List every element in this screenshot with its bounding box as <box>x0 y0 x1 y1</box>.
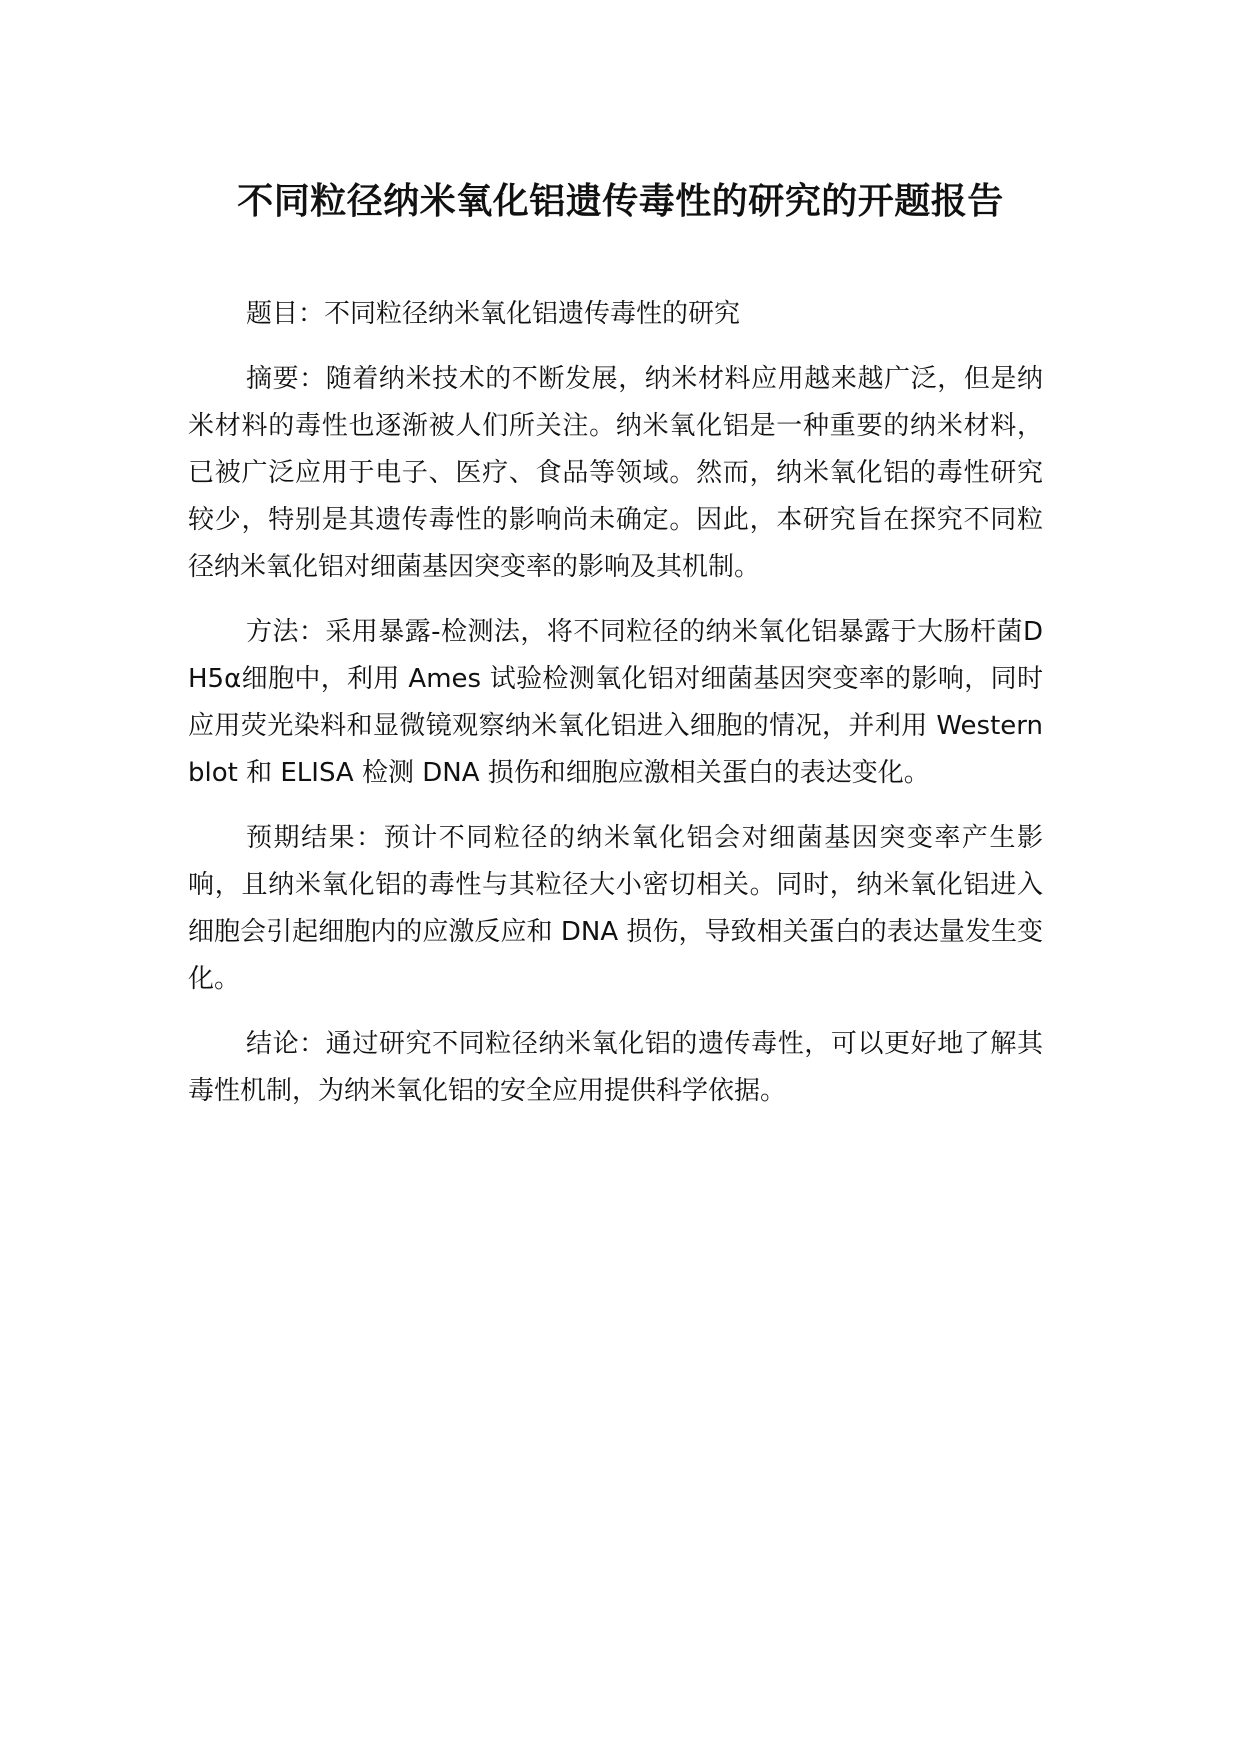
paragraph-label: 摘要： <box>246 364 326 394</box>
paragraph-abstract <box>188 356 1043 591</box>
paragraph-topic <box>188 291 1043 338</box>
paragraph-text: 预计不同粒径的纳米氧化铝会对细菌基因突变率产生影响，且纳米氧化铝的毒性与其粒径大小密切相关。同时，纳米氧化铝进入细胞会引起细胞内的应激反应和 DNA 损伤，导致相关蛋白的表达量发生变化。 <box>188 823 1043 994</box>
paragraph-methods <box>188 609 1043 797</box>
paragraph-text: 采用暴露-检测法，将不同粒径的纳米氧化铝暴露于大肠杆菌DH5α细胞中，利用 Ames 试验检测氧化铝对细菌基因突变率的影响，同时应用荧光染料和显微镜观察纳米氧化铝进入细胞的情况，并利用 Western blot 和 ELISA 检测 DNA 损伤和细胞应激相关蛋白的表达变化。 <box>188 617 1043 788</box>
paragraph-expected-results <box>188 815 1043 1003</box>
document-body <box>188 291 1043 1133</box>
document-title: 不同粒径纳米氧化铝遗传毒性的研究的开题报告 <box>237 181 1004 222</box>
paragraph-label: 方法： <box>246 617 326 647</box>
paragraph-label: 预期结果： <box>246 823 384 853</box>
paragraph-text: 不同粒径纳米氧化铝遗传毒性的研究 <box>324 299 741 329</box>
paragraph-label: 结论： <box>246 1029 326 1059</box>
paragraph-label: 题目： <box>246 299 325 329</box>
paragraph-conclusion <box>188 1021 1043 1115</box>
paragraph-text: 通过研究不同粒径纳米氧化铝的遗传毒性，可以更好地了解其毒性机制，为纳米氧化铝的安全应用提供科学依据。 <box>188 1029 1043 1106</box>
paragraph-text: 随着纳米技术的不断发展，纳米材料应用越来越广泛，但是纳米材料的毒性也逐渐被人们所关注。纳米氧化铝是一种重要的纳米材料，已被广泛应用于电子、医疗、食品等领域。然而，纳米氧化铝的毒性研究较少，特别是其遗传毒性的影响尚未确定。因此，本研究旨在探究不同粒径纳米氧化铝对细菌基因突变率的影响及其机制。 <box>188 364 1043 582</box>
